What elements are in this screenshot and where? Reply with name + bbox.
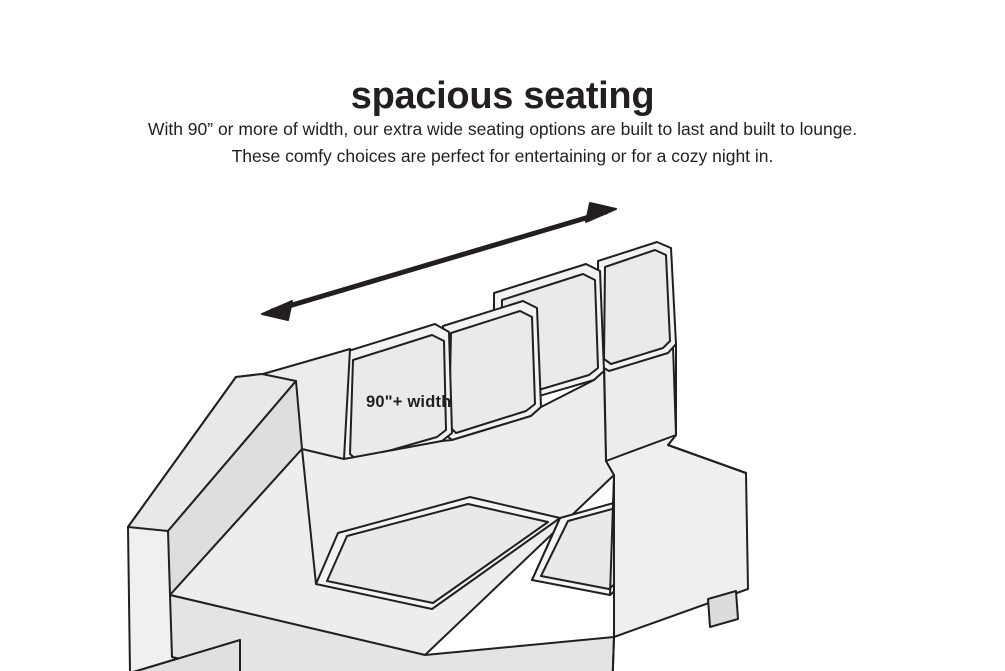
arrow-head-right bbox=[586, 203, 616, 222]
sofa-line-art-svg bbox=[0, 175, 1005, 671]
description-text bbox=[0, 116, 1005, 170]
description-line-1: With 90” or more of width, our extra wide seating options are built to last and built to lounge. bbox=[147, 119, 858, 139]
description-line-2: These comfy choices are perfect for entertaining or for a cozy night in. bbox=[231, 146, 774, 166]
sofa-illustration bbox=[0, 175, 1005, 671]
page-title: spacious seating bbox=[350, 75, 655, 118]
arrow-head-left bbox=[262, 301, 292, 320]
width-dimension-label: 90"+ width bbox=[366, 393, 452, 411]
back-pillow-4-inner bbox=[604, 250, 670, 364]
